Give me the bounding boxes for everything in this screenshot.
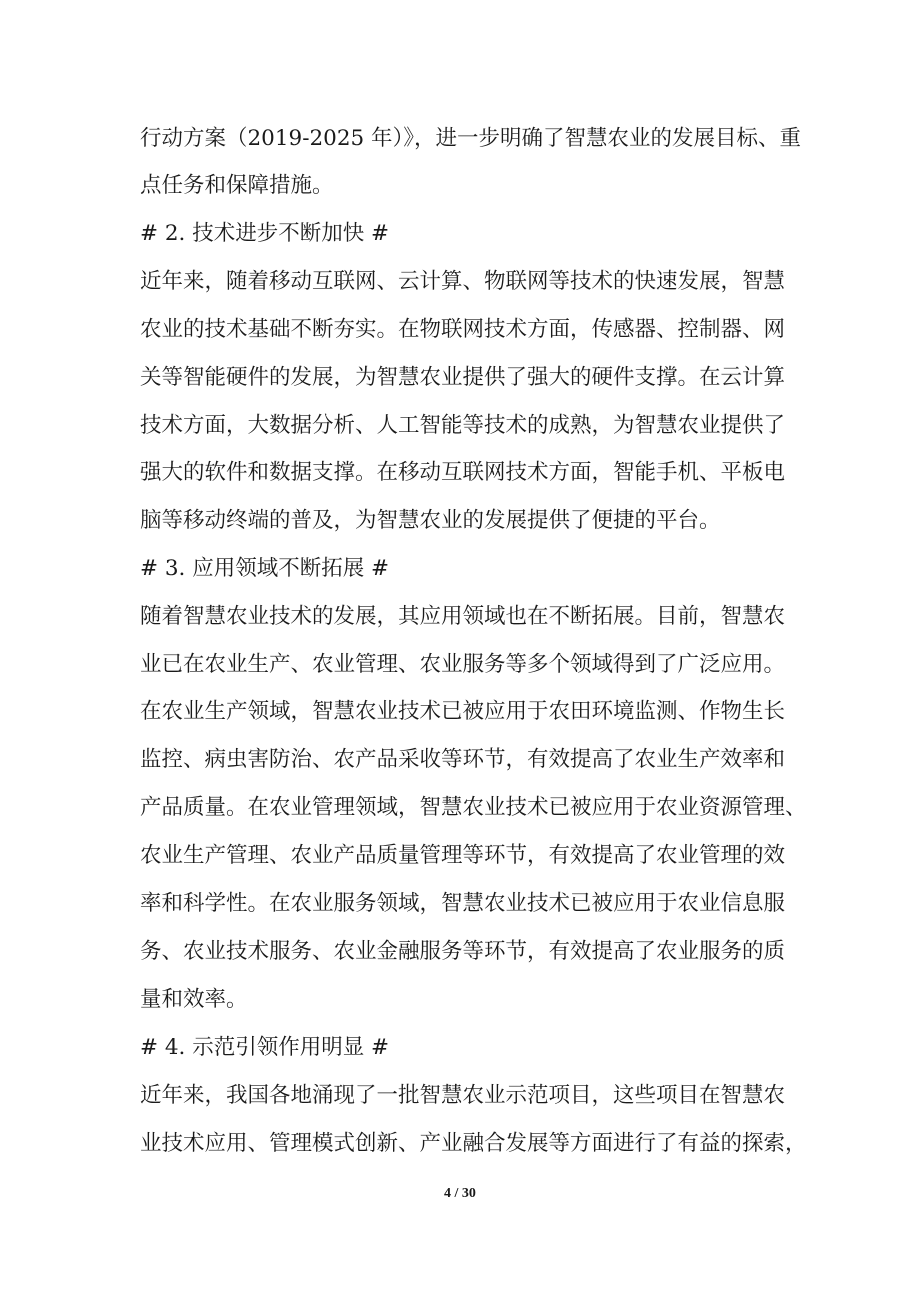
body-text-line: 监控、病虫害防治、农产品采收等环节，有效提高了农业生产效率和 (140, 747, 786, 772)
body-text-line: 近年来，我国各地涌现了一批智慧农业示范项目，这些项目在智慧农 (140, 1083, 786, 1108)
body-text-line: 在农业生产领域，智慧农业技术已被应用于农田环境监测、作物生长 (140, 699, 786, 724)
body-text-line: 行动方案（2019-2025 年）》，进一步明确了智慧农业的发展目标、重 (140, 126, 802, 151)
body-text-line: 农业生产管理、农业产品质量管理等环节，有效提高了农业管理的效 (140, 843, 786, 868)
body-text-line: 产品质量。在农业管理领域，智慧农业技术已被应用于农业资源管理、 (140, 795, 807, 820)
body-text-line: 农业的技术基础不断夯实。在物联网技术方面，传感器、控制器、网 (140, 317, 786, 342)
body-text-line: 率和科学性。在农业服务领域，智慧农业技术已被应用于农业信息服 (140, 891, 786, 916)
body-text-line: 近年来，随着移动互联网、云计算、物联网等技术的快速发展，智慧 (140, 269, 786, 294)
section-heading: # 4. 示范引领作用明显 # (140, 1035, 390, 1060)
body-text-line: 量和效率。 (140, 987, 248, 1012)
body-text-line: 点任务和保障措施。 (140, 173, 334, 198)
body-text-line: 强大的软件和数据支撑。在移动互联网技术方面，智能手机、平板电 (140, 460, 786, 485)
body-text-line: 脑等移动终端的普及，为智慧农业的发展提供了便捷的平台。 (140, 508, 721, 533)
body-text-line: 业技术应用、管理模式创新、产业融合发展等方面进行了有益的探索， (140, 1131, 807, 1156)
page-number: 4 / 30 (444, 1186, 476, 1201)
body-text-line: 务、农业技术服务、农业金融服务等环节，有效提高了农业服务的质 (140, 939, 786, 964)
body-text-line: 关等智能硬件的发展，为智慧农业提供了强大的硬件支撑。在云计算 (140, 365, 786, 390)
body-text-line: 业已在农业生产、农业管理、农业服务等多个领域得到了广泛应用。 (140, 652, 786, 677)
section-heading: # 3. 应用领域不断拓展 # (140, 556, 390, 581)
section-heading: # 2. 技术进步不断加快 # (140, 221, 390, 246)
body-text-line: 技术方面，大数据分析、人工智能等技术的成熟，为智慧农业提供了 (140, 413, 786, 438)
body-text-line: 随着智慧农业技术的发展，其应用领域也在不断拓展。目前，智慧农 (140, 604, 786, 629)
